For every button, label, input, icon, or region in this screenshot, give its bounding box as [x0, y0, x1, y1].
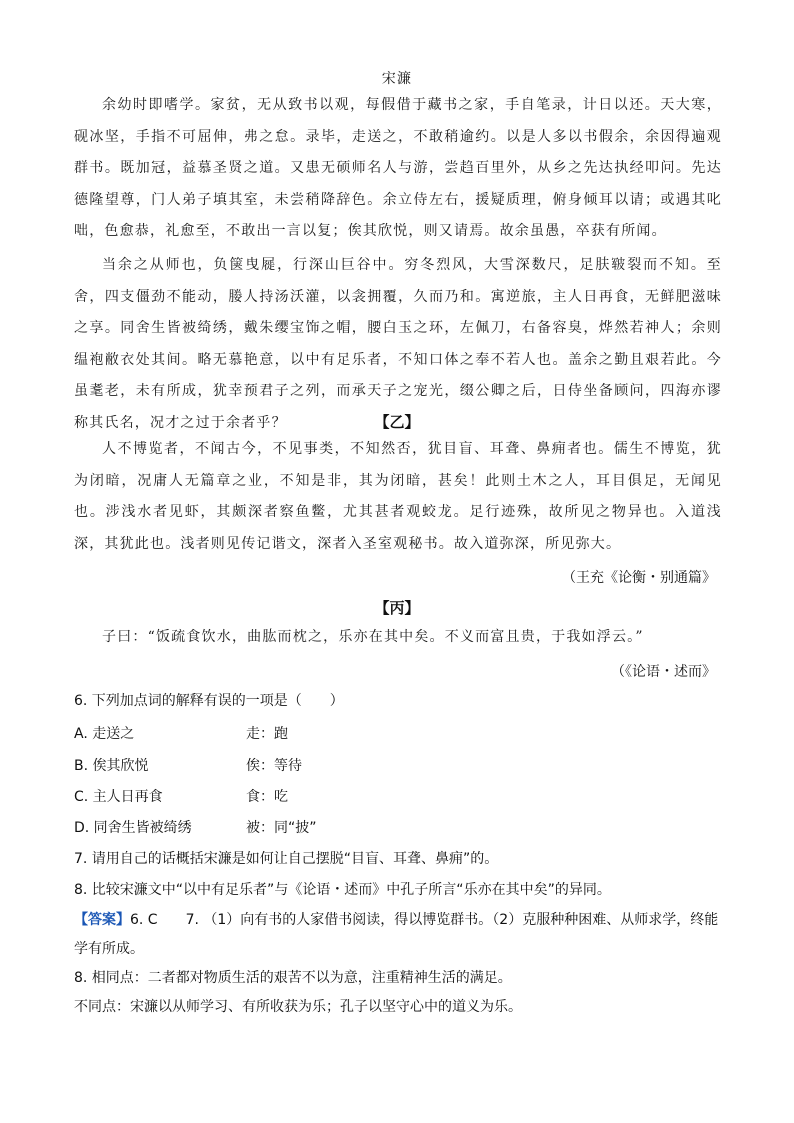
option-c: [74, 786, 288, 806]
passage-yi-heading: 【乙】: [374, 413, 420, 431]
question-8: 8. 比较宋濂文中“以中有足乐者”与《论语・述而》中孔子所言“乐亦在其中矣”的异同。: [74, 882, 611, 898]
passage-yi-source: （王充《论衡・别通篇》: [562, 570, 716, 586]
answer-tag: 【答案】: [74, 912, 130, 928]
option-b: [74, 755, 302, 775]
option-a: [74, 723, 288, 743]
option-a-explanation: 走：跑: [246, 726, 288, 742]
passage-yi-paragraph: 人不博览者，不闻古今，不见事类，不知然否，犹目盲、耳聋、鼻痈者也。儒生不博览，犹为闭暗，况庸人无篇章之业，不知是非，其为闭暗，甚矣！此则土木之人，耳目俱足，无闻见也。涉浅水者见虾，其颇深者察鱼鳖，尤其甚者观蛟龙。足行迹殊，故所见之物异也。入道浅深，其犹此也。浅者则见传记谐文，深者入圣室观秘书。故入道弥深，所见弥大。: [74, 441, 722, 552]
option-d-explanation: 被：同“披”: [246, 820, 317, 836]
passage-bing-heading: 【丙】: [374, 599, 420, 617]
option-c-text: C. 主人日再食: [74, 789, 163, 805]
question-6: 6. 下列加点词的解释有误的一项是（ ）: [74, 693, 344, 709]
option-b-text: B. 俟其欣悦: [74, 758, 149, 774]
option-d: [74, 817, 317, 837]
answer-line-2: 8. 相同点：二者都对物质生活的艰苦不以为意，注重精神生活的满足。: [74, 970, 512, 986]
option-d-text: D. 同舍生皆被绮绣: [74, 820, 192, 836]
passage-bing-source: （《论语・述而》: [611, 664, 716, 680]
option-a-text: A. 走送之: [74, 726, 135, 742]
answer-section: [74, 906, 722, 1022]
option-c-explanation: 食：吃: [246, 789, 288, 805]
question-7: 7. 请用自己的话概括宋濂是如何让自己摆脱“目盲、耳聋、鼻痈”的。: [74, 851, 499, 867]
option-b-explanation: 俟：等待: [246, 758, 302, 774]
answer-line-3: 不同点：宋濂以从师学习、有所收获为乐；孔子以坚守心中的道义为乐。: [74, 999, 522, 1015]
passage-jia-paragraph-1: 余幼时即嗜学。家贫，无从致书以观，每假借于藏书之家，手自笔录，计日以还。天大寒，砚冰坚，手指不可屈伸，弗之怠。录毕，走送之，不敢稍逾约。以是人多以书假余，余因得遍观群书。既加冠，益慕圣贤之道。又患无硕师名人与游，尝趋百里外，从乡之先达执经叩问。先达德隆望尊，门人弟子填其室，未尝稍降辞色。余立侍左右，援疑质理，俯身倾耳以请；或遇其叱咄，色愈恭，礼愈至，不敢出一言以复；俟其欣悦，则又请焉。故余虽愚，卒获有所闻。: [74, 97, 722, 240]
passage-bing-paragraph: 子曰：“饭疏食饮水，曲肱而枕之，乐亦在其中矣。不义而富且贵，于我如浮云。”: [102, 629, 644, 645]
passage-jia-paragraph-2: 当余之从师也，负箧曳屣，行深山巨谷中。穷冬烈风，大雪深数尺，足肤皲裂而不知。至舍，四支僵劲不能动，媵人持汤沃灌，以衾拥覆，久而乃和。寓逆旅，主人日再食，无鲜肥滋味之享。同舍生皆被绮绣，戴朱缨宝饰之帽，腰白玉之环，左佩刀，右备容臭，烨然若神人；余则缊袍敝衣处其间。略无慕艳意，以中有足乐者，不知口体之奉不若人也。盖余之勤且艰若此。今虽耄老，未有所成，犹幸预君子之列，而承天子之宠光，缀公卿之后，日侍坐备顾问，四海亦谬称其氏名，况才之过于余者乎？: [74, 257, 722, 431]
answer-text-1: 6. C 7. （1）向有书的人家借书阅读，得以博览群书。（2）克服种种困难、从师求学，终能学有所成。: [74, 912, 719, 957]
passage-jia-title: 宋濂: [381, 71, 413, 87]
answer-line-1: [74, 906, 722, 964]
